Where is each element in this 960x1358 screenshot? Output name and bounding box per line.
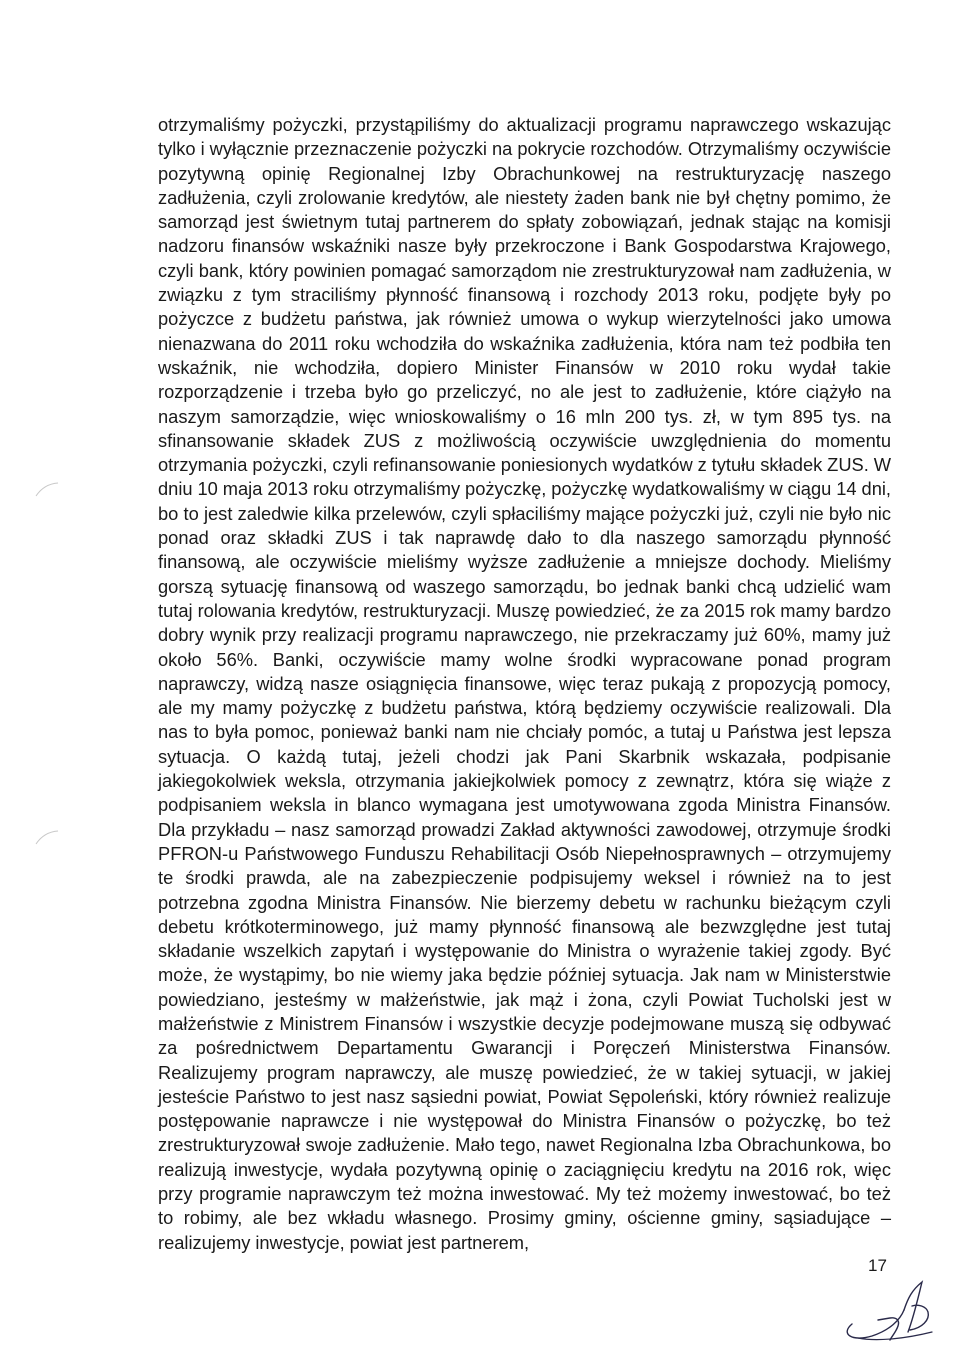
margin-mark xyxy=(32,480,62,500)
margin-mark xyxy=(32,828,62,848)
page-number: 17 xyxy=(868,1256,887,1275)
body-paragraph: otrzymaliśmy pożyczki, przystąpiliśmy do aktualizacji programu naprawczego wskazując tylko i wyłącznie przeznaczenie pożyczki na pokrycie rozchodów. Otrzymaliśmy oczywiście pozytywną opinię Regionalnej Izby Obrachunkowej na restrukturyzację naszego zadłużenia, czyli zrolowanie kredytów, ale niestety żaden bank nie był chętny pomimo, że samorząd jest świetnym tutaj partnerem do spłaty zobowiązań, jednak stając na komisji nadzoru finansów wskaźniki nasze były przekroczone i Bank Gospodarstwa Krajowego, czyli bank, który powinien pomagać samorządom nie zrestrukturyzował nam zadłużenia, w związku z tym straciliśmy płynność finansową i rozchody 2013 roku, podjęte były po pożyczce z budżetu państwa, jak również umowa o wykup wierzytelności jako umowa nienazwana do 2011 roku wchodziła do wskaźnika zadłużenia, która nam też podbiła ten wskaźnik, nie wchodziła, dopiero Minister Finansów w 2010 roku wydał takie rozporządzenie i trzeba było go przeliczyć, no ale jest to zadłużenie, które ciążyło na naszym samorządzie, więc wnioskowaliśmy o 16 mln 200 tys. zł, w tym 895 tys. na sfinansowanie składek ZUS z możliwością oczywiście uwzględnienia do momentu otrzymania pożyczki, czyli refinansowanie poniesionych wydatków z tytułu składek ZUS. W dniu 10 maja 2013 roku otrzymaliśmy pożyczkę, pożyczkę wydatkowaliśmy w ciągu 14 dni, bo to jest zaledwie kilka przelewów, czyli spłaciliśmy mające pożyczki już, czyli nie było nic ponad oraz składki ZUS i tak naprawdę dało to dla naszego samorządu płynność finansową, ale oczywiście mieliśmy wyższe zadłużenie a mniejsze dochody. Mieliśmy gorszą sytuację finansową od waszego samorządu, bo jednak banki chcą udzielić wam tutaj rolowania kredytów, restrukturyzacji. Muszę powiedzieć, że za 2015 rok mamy bardzo dobry wynik przy realizacji programu naprawczego, nie przekraczamy już 60%, mamy już około 56%. Banki, oczywiście mamy wolne środki wypracowane ponad program naprawczy, widzą nasze osiągnięcia finansowe, więc teraz pukają z propozycją pomocy, ale my mamy pożyczkę z budżetu państwa, którą będziemy oczywiście realizowali. Dla nas to była pomoc, ponieważ banki nam nie chciały pomóc, a tutaj u Państwa jest lepsza sytuacja. O każdą tutaj, jeżeli chodzi jak Pani Skarbnik wskazała, podpisanie jakiegokolwiek weksla, otrzymania jakiejkolwiek pomocy z zewnątrz, która się wiąże z podpisaniem weksla in blanco wymagana jest umotywowana zgoda Ministra Finansów. Dla przykładu – nasz samorząd prowadzi Zakład aktywności zawodowej, otrzymuje środki PFRON-u Państwowego Funduszu Rehabilitacji Osób Niepełnosprawnych – otrzymujemy te środki prawda, ale na zabezpieczenie podpisujemy weksel i również na to jest potrzebna zgodna Ministra Finansów. Nie bierzemy debetu w rachunku bieżącym czyli debetu krótkoterminowego, już mamy płynność finansową ale bezwzględne jest tutaj składanie wszelkich zapytań i występowanie do Ministra o wyrażenie takiej zgody. Być może, że wystąpimy, bo nie wiemy jaka będzie później sytuacja. Jak nam w Ministerstwie powiedziano, jesteśmy w małżeństwie, jak mąż i żona, czyli Powiat Tucholski jest w małżeństwie z Ministrem Finansów i wszystkie decyzje podejmowane muszą się odbywać za pośrednictwem Departamentu Gwarancji i Poręczeń Ministerstwa Finansów. Realizujemy program naprawczy, ale muszę powiedzieć, że w takiej sytuacji, w jakiej jesteście Państwo to jest nasz sąsiedni powiat, Powiat Sępoleński, który również realizuje postępowanie naprawcze i nie występował do Ministra Finansów o pożyczkę, bo też zrestrukturyzował swoje zadłużenie. Mało tego, nawet Regionalna Izba Obrachunkowa, bo realizują inwestycje, wydała pozytywną opinię o zaciągnięciu kredytu na 2016 rok, więc przy programie naprawczym też można inwestować. My też możemy inwestować, bo też to robimy, ale bez wkładu własnego. Prosimy gminy, ościenne gminy, sąsiadujące – realizujemy inwestycje, powiat jest partnerem, xyxy=(158,114,891,1253)
handwritten-initials-signature xyxy=(838,1276,938,1346)
